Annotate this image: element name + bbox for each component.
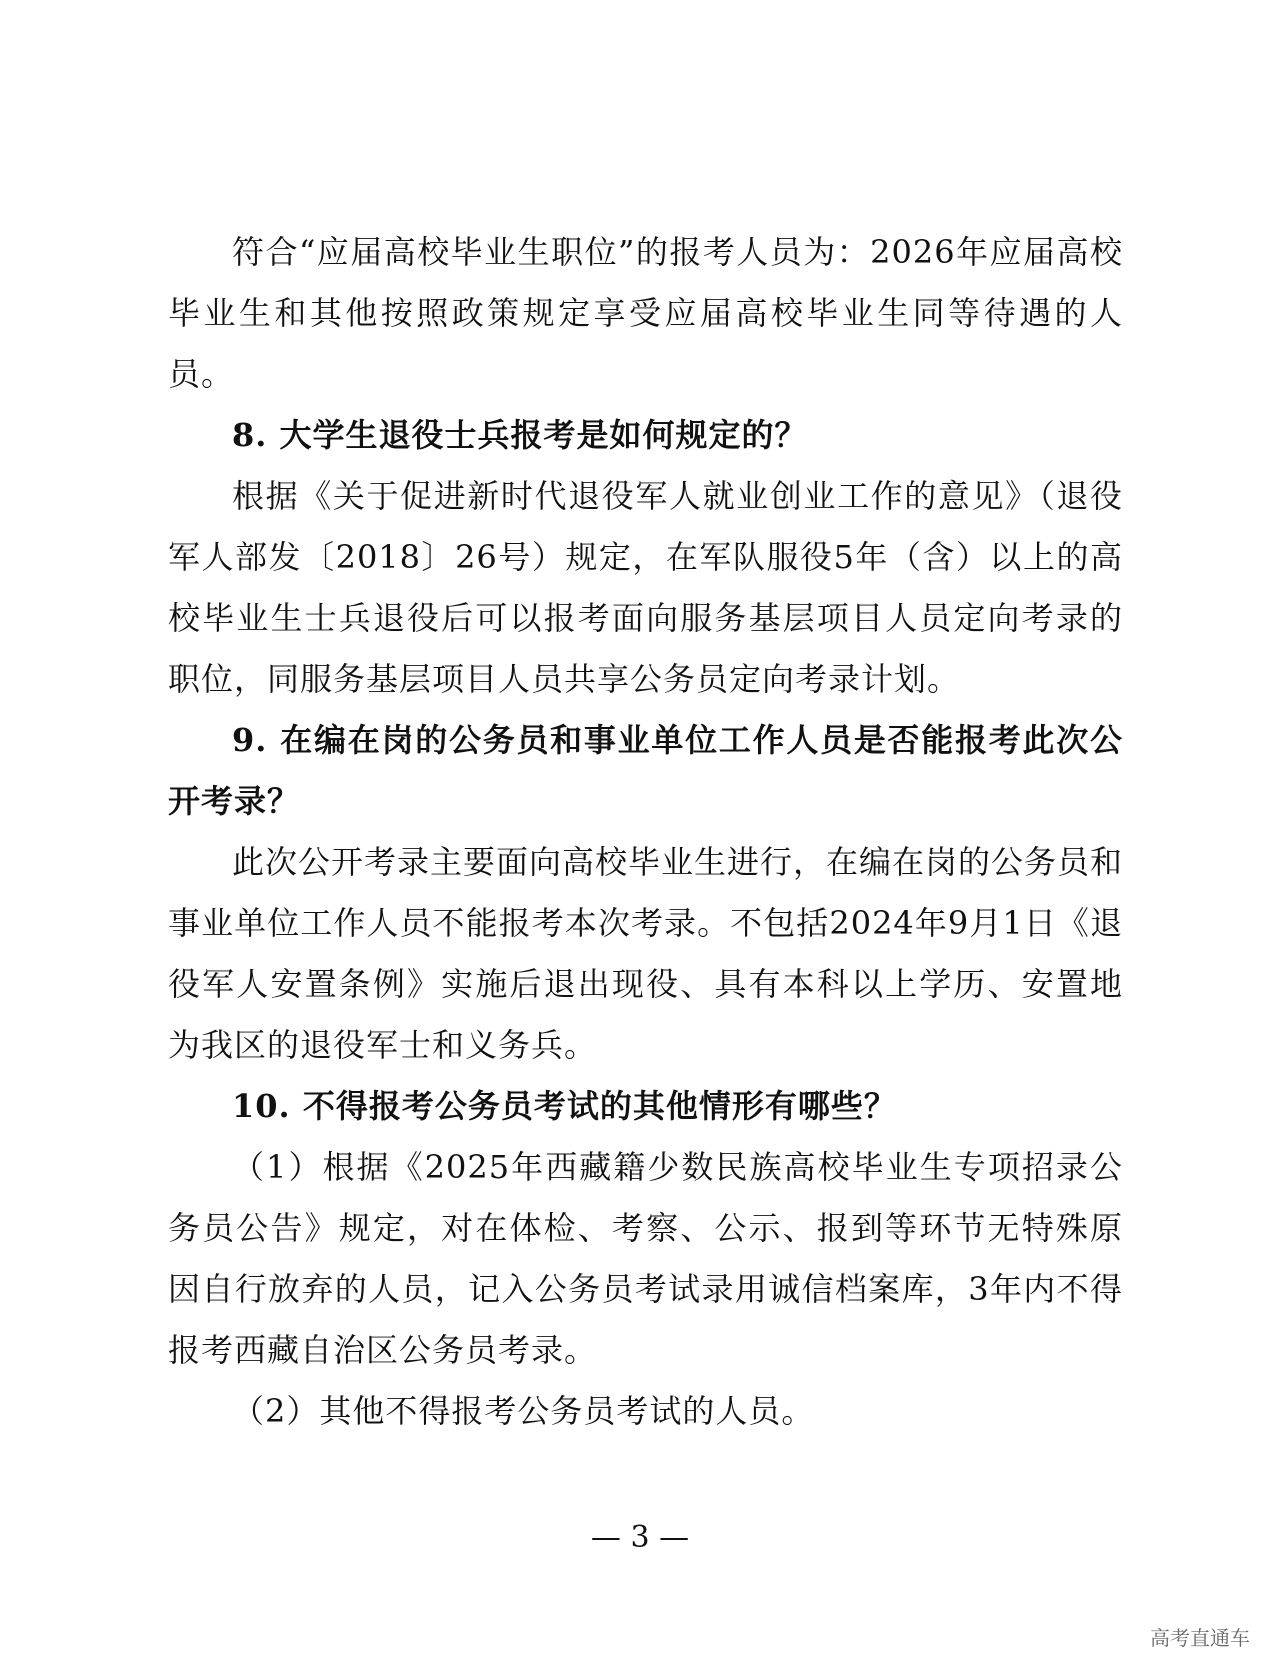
heading-question-9: 9. 在编在岗的公务员和事业单位工作人员是否能报考此次公开考录？	[168, 721, 1123, 820]
paragraph-answer-10-item-2: （2）其他不得报考公务员考试的人员。	[232, 1392, 815, 1430]
heading-question-10: 10. 不得报考公务员考试的其他情形有哪些？	[232, 1087, 897, 1125]
document-body	[168, 222, 1123, 1442]
paragraph-answer-10-item-1: （1）根据《2025年西藏籍少数民族高校毕业生专项招录公务员公告》规定，对在体检、考察、公示、报到等环节无特殊原因自行放弃的人员，记入公务员考试录用诚信档案库，3年内不得报考西藏自治区公务员考录。	[168, 1148, 1123, 1369]
paragraph-answer-8: 根据《关于促进新时代退役军人就业创业工作的意见》（退役军人部发〔2018〕26号）规定，在军队服役5年（含）以上的高校毕业生士兵退役后可以报考面向服务基层项目人员定向考录的职位，同服务基层项目人员共享公务员定向考录计划。	[168, 477, 1123, 698]
paragraph-fresh-graduate-definition: 符合“应届高校毕业生职位”的报考人员为：2026年应届高校毕业生和其他按照政策规定享受应届高校毕业生同等待遇的人员。	[168, 233, 1123, 393]
watermark: 高考直通车	[1150, 1626, 1250, 1650]
heading-question-8: 8. 大学生退役士兵报考是如何规定的？	[232, 416, 808, 454]
page-number: — 3 —	[590, 1520, 690, 1555]
paragraph-answer-9: 此次公开考录主要面向高校毕业生进行，在编在岗的公务员和事业单位工作人员不能报考本次考录。不包括2024年9月1日《退役军人安置条例》实施后退出现役、具有本科以上学历、安置地为我区的退役军士和义务兵。	[168, 843, 1124, 1064]
